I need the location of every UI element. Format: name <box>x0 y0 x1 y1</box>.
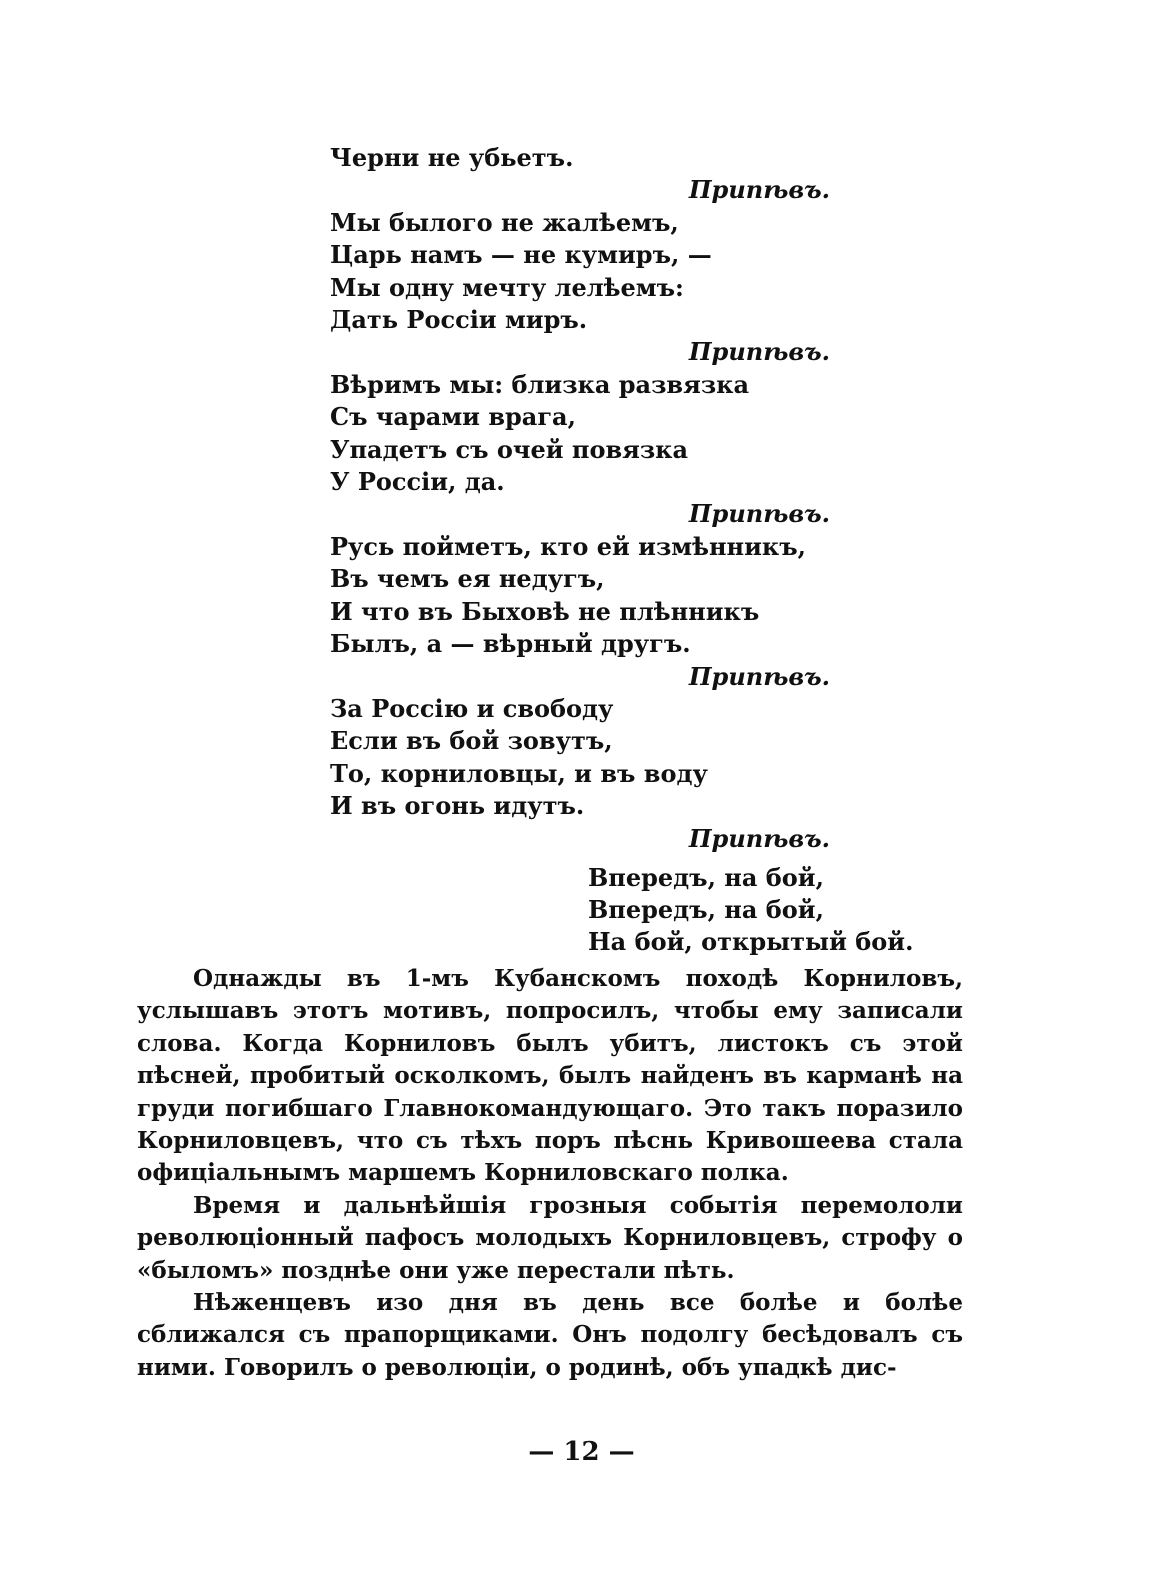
song-verse <box>330 142 830 855</box>
paragraph: Нѣженцевъ изо дня въ день все болѣе и болѣе сближался съ прапорщиками. Онъ подолгу бесѣдовалъ съ ними. Говорилъ о революціи, о родинѣ, объ упадкѣ дис- <box>137 1289 963 1381</box>
verse-line: Съ чарами врага, <box>330 402 576 432</box>
verse-line: У Россіи, да. <box>330 467 505 497</box>
paragraph: Однажды въ 1-мъ Кубанскомъ походѣ Корниловъ, услышавъ этотъ мотивъ, попросилъ, чтобы ему записали слова. Когда Корниловъ былъ убитъ, листокъ съ этой пѣсней, пробитый осколкомъ, былъ найденъ въ карманѣ на груди погибшаго Главнокомандующаго. Это такъ поразило Корниловцевъ, что съ тѣхъ поръ пѣснь Кривошеева стала офиціальнымъ маршемъ Корниловскаго полка. <box>137 965 963 1187</box>
verse-line: Черни не убьетъ. <box>330 143 574 172</box>
verse-line: Вѣримъ мы: близка развязка <box>330 369 750 399</box>
refrain-label: Припѣвъ. <box>688 337 830 367</box>
verse-line: Царь намъ — не кумиръ, — <box>330 240 712 270</box>
verse-line: Мы одну мечту лелѣемъ: <box>330 272 684 302</box>
verse-line: Въ чемъ ея недугъ, <box>330 564 605 594</box>
song-coda <box>588 862 918 958</box>
verse-line: То, корниловцы, и въ воду <box>330 758 708 788</box>
verse-stanza <box>330 531 830 693</box>
refrain-label: Припѣвъ. <box>688 175 830 205</box>
refrain-label: Припѣвъ. <box>688 823 830 853</box>
refrain-label: Припѣвъ. <box>688 661 830 691</box>
page-number: — 12 — <box>528 1437 635 1467</box>
verse-line: Дать Россіи миръ. <box>330 305 588 335</box>
verse-line: Если въ бой зовутъ, <box>330 726 613 756</box>
verse-line: И въ огонь идутъ. <box>330 791 585 821</box>
refrain-label: Припѣвъ. <box>688 499 830 529</box>
verse-line: Мы былого не жалѣемъ, <box>330 207 679 237</box>
coda-line: Впередъ, на бой, <box>588 863 824 892</box>
verse-line: Былъ, а — вѣрный другъ. <box>330 629 691 659</box>
coda-line: Впередъ, на бой, <box>588 895 824 924</box>
verse-stanza <box>330 207 830 369</box>
prose-body <box>137 963 963 1384</box>
verse-stanza <box>330 369 830 531</box>
verse-line: За Россію и свободу <box>330 693 614 723</box>
verse-line: И что въ Быховѣ не плѣнникъ <box>330 596 760 626</box>
verse-line: Упадетъ съ очей повязка <box>330 434 689 464</box>
paragraph: Время и дальнѣйшія грозныя событія перемололи революціонный пафосъ молодыхъ Корниловцевъ, строфу о «быломъ» позднѣе они уже перестали пѣть. <box>137 1191 963 1284</box>
verse-line: Русь пойметъ, кто ей измѣнникъ, <box>330 531 807 561</box>
verse-stanza <box>330 693 830 855</box>
coda-line: На бой, открытый бой. <box>588 927 914 956</box>
verse-stanza <box>330 142 830 207</box>
